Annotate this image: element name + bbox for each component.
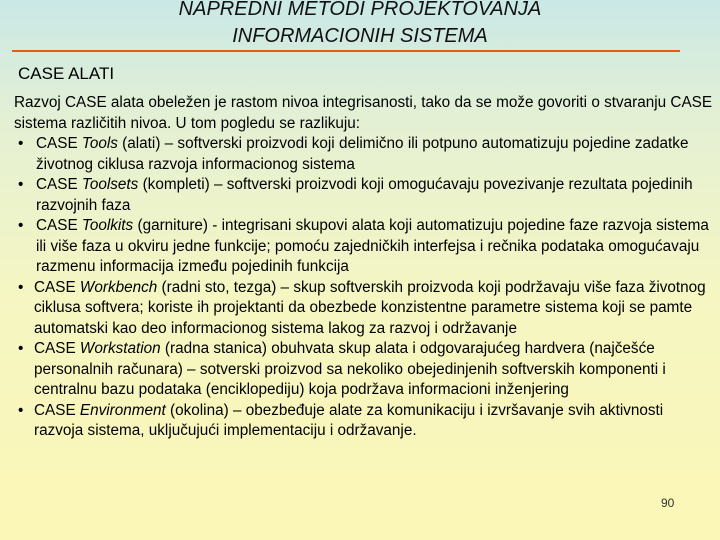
- bullet-icon: •: [18, 217, 24, 234]
- item-text: (radni sto, tezga) – skup softverskih proizvoda koji podržavaju više faza životnog ciklusa softvera; koriste ih projektanti da obezbede konzistentne parametre sistema koji se pamte automatski kao deo informacionog sistema lakog za razvoj i održavanje: [34, 278, 706, 337]
- bullet-icon: •: [18, 340, 24, 357]
- item-prefix: CASE: [34, 401, 80, 419]
- bullet-icon: •: [18, 278, 24, 296]
- item-text: (alati) – softverski proizvodi koji delimično ili potpuno automatizuju pojedine zadatke životnog ciklusa razvoja informacionog sistema: [36, 135, 689, 173]
- title-line-1: NAPREDNI METODI PROJEKTOVANJA: [178, 0, 542, 20]
- title-divider: [12, 50, 680, 52]
- bullet-icon: •: [18, 135, 24, 152]
- item-prefix: CASE: [36, 217, 82, 234]
- list-item: [14, 175, 716, 216]
- item-prefix: CASE: [36, 135, 82, 152]
- page-number: 90: [661, 496, 675, 510]
- item-text: (radna stanica) obuhvata skup alata i odgovarajućeg hardvera (najčešće personalnih računara) – sotverski proizvod sa nekoliko obejedinjenih softverskih komponenti i centralnu bazu podataka (enciklopediju) koja podržava informacioni inženjering: [34, 340, 666, 398]
- item-text: (kompleti) – softverski proizvodi koji omogućavaju povezivanje rezultata pojedinih razvojnih faza: [36, 176, 693, 214]
- bullet-icon: •: [18, 176, 24, 193]
- content-body: [14, 93, 716, 442]
- item-text: (garniture) - integrisani skupovi alata koji automatizuju pojedine faze razvoja sistema ili više faza u okviru jedne funkcije; pomoću zajedničkih interfejsa i rečnika podataka omogućavaju razmenu informacija između pojedinih funkcija: [36, 217, 709, 275]
- item-term: Tools: [81, 135, 118, 152]
- item-term: Workbench: [79, 278, 158, 296]
- list-item: [14, 216, 716, 278]
- item-prefix: CASE: [34, 340, 80, 357]
- title-line-2: INFORMACIONIH SISTEMA: [232, 25, 488, 47]
- list-item: [14, 278, 716, 340]
- list-item: [14, 339, 716, 401]
- item-text: (okolina) – obezbeđuje alate za komunikaciju i izvršavanje svih aktivnosti razvoja sistema, uključujući implementaciju i održavanje.: [34, 401, 664, 439]
- bullet-icon: •: [18, 401, 24, 419]
- section-heading: CASE ALATI: [18, 64, 115, 83]
- list-item: [14, 401, 716, 442]
- item-prefix: CASE: [34, 278, 80, 296]
- item-term: Workstation: [79, 340, 161, 357]
- slide-title: [0, 0, 720, 50]
- item-term: Toolkits: [81, 217, 134, 234]
- intro-paragraph: Razvoj CASE alata obeležen je rastom nivoa integrisanosti, tako da se može govoriti o stvaranju CASE sistema različitih nivoa. U tom pogledu se razlikuju:: [14, 94, 713, 132]
- list-item: [14, 134, 716, 175]
- item-term: Environment: [79, 401, 166, 419]
- item-term: Toolsets: [81, 176, 139, 193]
- item-prefix: CASE: [36, 176, 82, 193]
